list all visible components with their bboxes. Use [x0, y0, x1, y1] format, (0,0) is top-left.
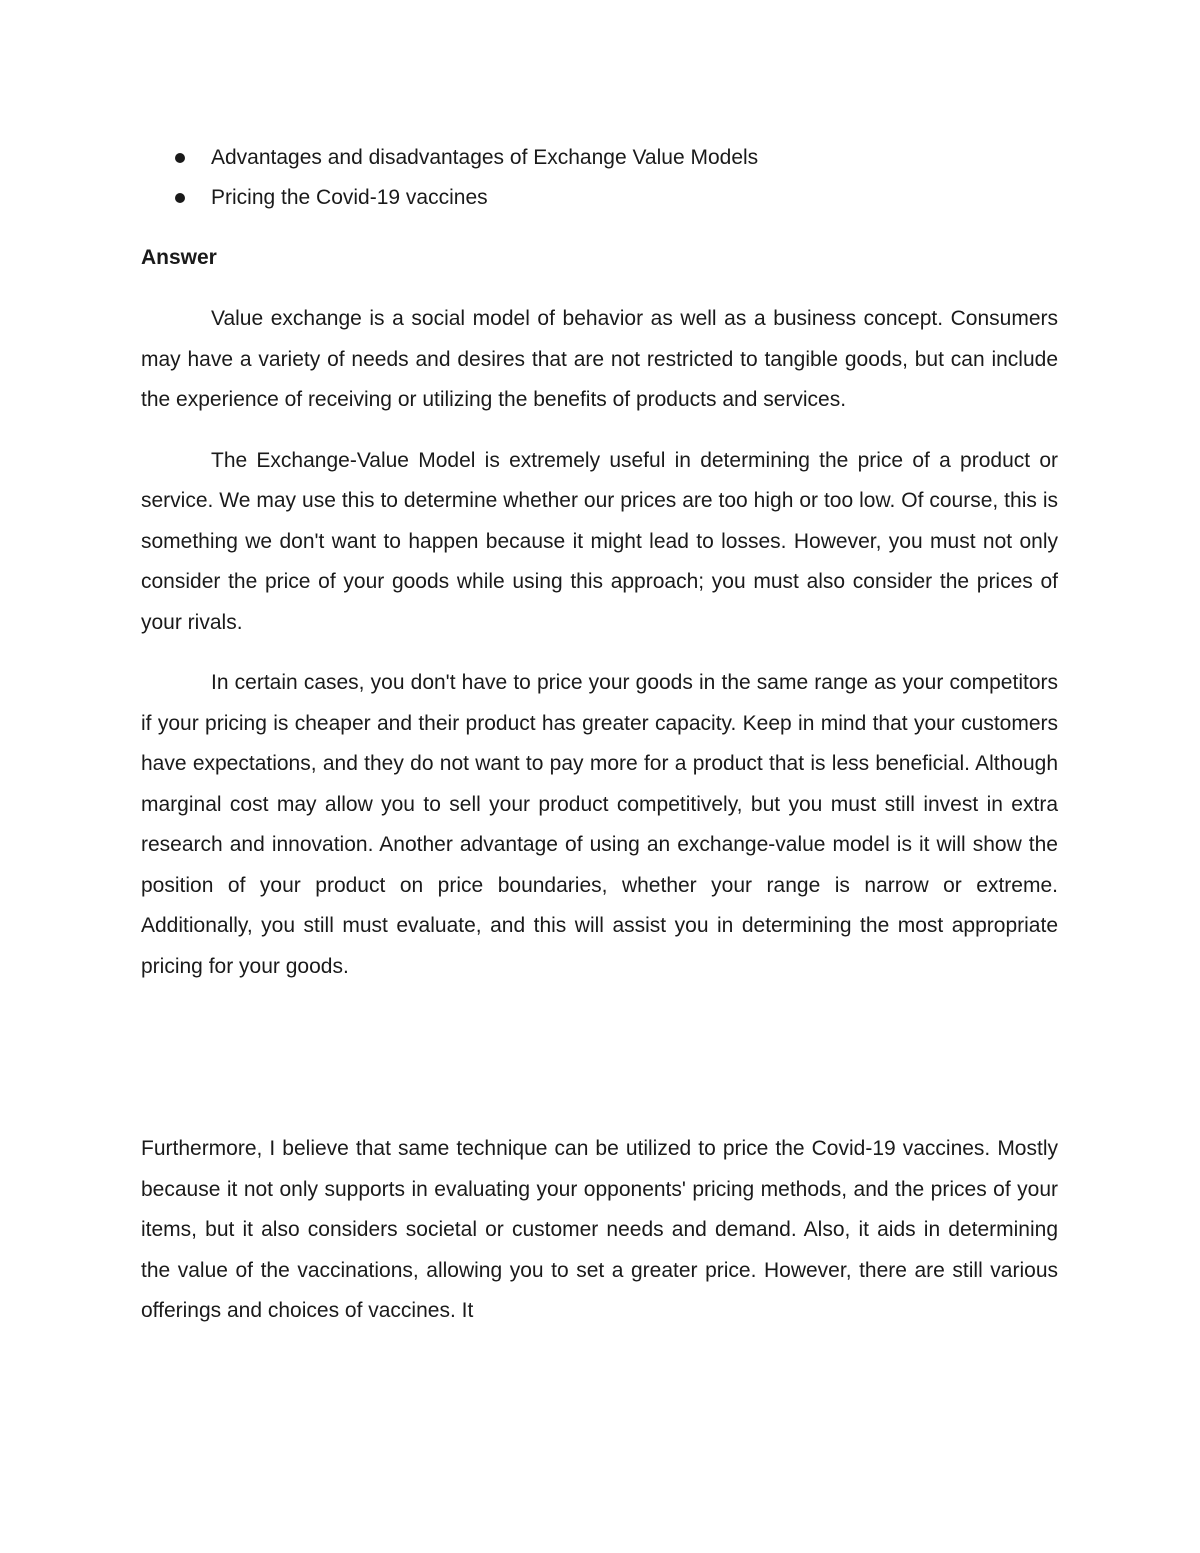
list-item-text: Pricing the Covid-19 vaccines [211, 186, 488, 209]
list-item [141, 138, 1058, 178]
answer-heading: Answer [141, 246, 217, 269]
list-item [141, 178, 1058, 218]
topic-list [141, 138, 1058, 218]
document-body [141, 138, 1058, 1332]
paragraph-exchange-value-model: The Exchange-Value Model is extremely useful in determining the price of a product or service. We may use this to determine whether our prices are too high or too low. Of course, this is something we don't want to happen because it might lead to losses. However, you must not only consider the price of your goods while using this approach; you must also consider the prices of your rivals. [141, 448, 1058, 634]
paragraph-covid-vaccines: Furthermore, I believe that same technique can be utilized to price the Covid-19 vaccines. Mostly because it not only supports in evaluating your opponents' pricing methods, and the prices of your items, but it also considers societal or customer needs and demand. Also, it aids in determining the value of the vaccinations, allowing you to set a greater price. However, there are still various offerings and choices of vaccines. It [141, 1137, 1058, 1322]
bullet-icon [175, 153, 185, 163]
paragraph-competitor-pricing: In certain cases, you don't have to price your goods in the same range as your competitors if your pricing is cheaper and their product has greater capacity. Keep in mind that your customers have expectations, and they do not want to pay more for a product that is less beneficial. Although marginal cost may allow you to sell your product competitively, but you must still invest in extra research and innovation. Another advantage of using an exchange-value model is it will show the position of your product on price boundaries, whether your range is narrow or extreme. Additionally, you still must evaluate, and this will assist you in determining the most appropriate pricing for your goods. [141, 671, 1058, 978]
list-item-text: Advantages and disadvantages of Exchange Value Models [211, 146, 759, 169]
paragraph-value-exchange: Value exchange is a social model of behavior as well as a business concept. Consumers may have a variety of needs and desires that are not restricted to tangible goods, but can include the experience of receiving or utilizing the benefits of products and services. [141, 307, 1058, 411]
bullet-icon [175, 193, 185, 203]
